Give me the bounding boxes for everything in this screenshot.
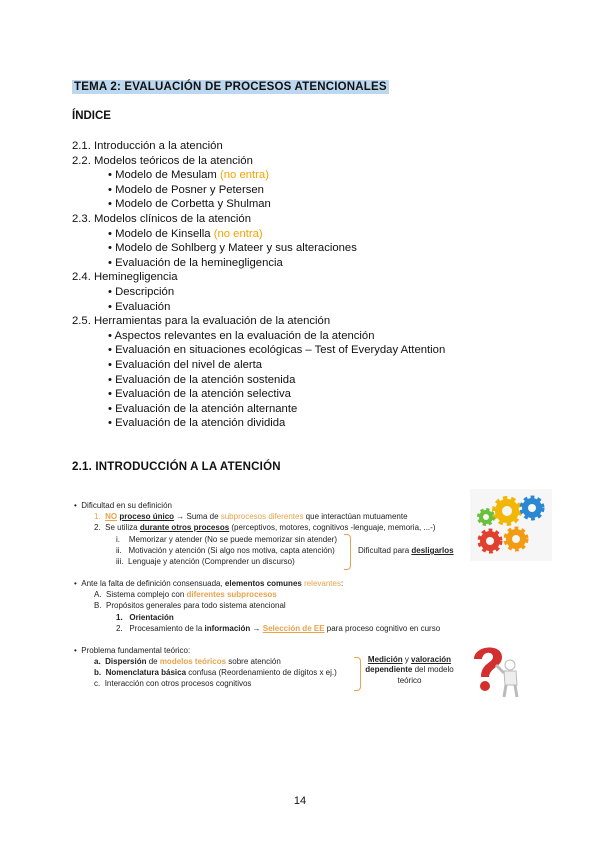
- toc-entry-2-3: 2.3. Modelos clínicos de la atención: [72, 212, 251, 225]
- toc-sub-item: • Descripción: [108, 285, 175, 298]
- slide-bracket-2: [354, 657, 361, 691]
- gear-green-icon: [479, 510, 493, 524]
- toc-sub-item: • Modelo de Sohlberg y Mateer y sus alteraciones: [108, 242, 357, 255]
- slide-bullet-3: • Problema fundamental teórico:: [74, 646, 191, 655]
- table-of-contents: [72, 139, 552, 431]
- slide-point-A: A. Sistema complejo con diferentes subprocesos: [94, 590, 277, 599]
- slide-point-b: b. Nomenclatura básica confusa (Reordenamiento de dígitos x ej.): [94, 668, 337, 677]
- toc-sub-item: • Evaluación de la atención sostenida: [108, 373, 296, 386]
- toc-sub-item: • Modelo de Posner y Petersen: [108, 183, 264, 196]
- page-number: 14: [293, 795, 307, 807]
- toc-sub-item: • Aspectos relevantes en la evaluación de la atención: [108, 329, 375, 342]
- slide-bullet-2: • Ante la falta de definición consensuada, elementos comunes relevantes:: [74, 579, 344, 588]
- toc-entry-2-5: 2.5. Herramientas para la evaluación de la atención: [72, 315, 331, 328]
- slide-bullet-1: • Dificultad en su definición: [74, 501, 172, 510]
- slide-roman-iii: iii. Lenguaje y atención (Comprender un discurso): [116, 557, 295, 566]
- toc-entry-2-4: 2.4. Heminegligencia: [72, 271, 178, 284]
- toc-sub-item: • Modelo de Kinsella (no entra): [108, 227, 263, 240]
- slide-point-1: 1. NO proceso único → Suma de subprocesos diferentes que interactúan mutuamente: [94, 512, 408, 521]
- slide-point-2: 2. Se utiliza durante otros procesos (perceptivos, motores, cognitivos -lenguaje, memoria, ...-): [94, 523, 436, 532]
- slide-roman-i: i. Memorizar y atender (No se puede memorizar sin atender): [116, 535, 337, 544]
- slide-bracket: [344, 534, 351, 570]
- index-heading: ÍNDICE: [72, 110, 111, 122]
- toc-sub-item: • Evaluación de la atención selectiva: [108, 388, 291, 401]
- slide-dificultad-note: Dificultad para desligarlos: [358, 546, 454, 555]
- slide-point-B1: 1. Orientación: [116, 613, 174, 622]
- toc-sub-item: • Evaluación del nivel de alerta: [108, 358, 263, 371]
- toc-sub-item: • Modelo de Corbetta y Shulman: [108, 198, 271, 211]
- slide-medicion-note: Medición y valoración dependiente del modelo teórico: [365, 655, 454, 685]
- gears-icon: [470, 489, 552, 561]
- toc-sub-item: • Modelo de Mesulam (no entra): [108, 169, 269, 182]
- gear-red-icon: [480, 531, 500, 551]
- gear-orange-icon: [506, 529, 526, 549]
- slide-point-B: B. Propósitos generales para todo sistema atencional: [94, 601, 286, 610]
- toc-sub-item: • Evaluación de la atención alternante: [108, 402, 298, 415]
- slide-point-c: c. Interacción con otros procesos cognitivos: [94, 679, 252, 688]
- toc-sub-item: • Evaluación de la atención dividida: [108, 417, 286, 430]
- slide-point-B2: 2. Procesamiento de la información → Selección de EE para proceso cognitivo en curso: [116, 624, 441, 633]
- page-title: TEMA 2: EVALUACIÓN DE PROCESOS ATENCIONALES: [74, 81, 387, 93]
- toc-entry-2-1: 2.1. Introducción a la atención: [72, 140, 223, 152]
- toc-sub-item: • Evaluación de la heminegligencia: [108, 256, 283, 269]
- gear-blue-icon: [522, 498, 542, 518]
- slide-point-a: a. Dispersión de modelos teóricos sobre atención: [94, 657, 281, 666]
- gear-yellow-icon: [495, 499, 519, 523]
- toc-sub-item: • Evaluación: [108, 300, 171, 313]
- toc-sub-item: • Evaluación en situaciones ecológicas – Test of Everyday Attention: [108, 344, 446, 357]
- slide-roman-ii: ii. Motivación y atención (Si algo nos motiva, capta atención): [116, 546, 335, 555]
- toc-entry-2-2: 2.2. Modelos teóricos de la atención: [72, 154, 253, 167]
- question-mark-figure-icon: [462, 641, 528, 699]
- section-heading: 2.1. INTRODUCCIÓN A LA ATENCIÓN: [72, 461, 281, 473]
